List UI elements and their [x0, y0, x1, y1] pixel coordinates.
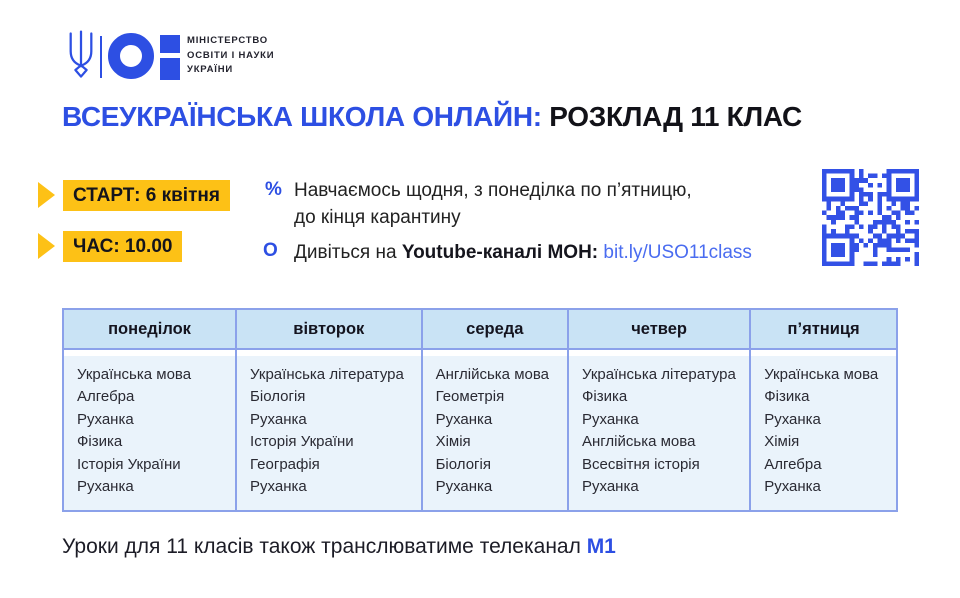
subject-item: Руханка [582, 478, 639, 496]
subject-item: Хімія [435, 433, 471, 451]
day-header: вівторок [237, 310, 421, 350]
ministry-name [187, 34, 274, 78]
subject-item: Геометрія [435, 388, 505, 406]
subject-item: Англійська мова [582, 433, 696, 451]
subject-item: Всесвітня історія [582, 455, 700, 473]
arrow-right-icon [38, 182, 55, 208]
day-header: середа [423, 310, 567, 350]
subject-item: Фізика [77, 433, 123, 451]
subject-list [751, 356, 896, 510]
footer-text: Уроки для 11 класів також транслюватиме телеканал [62, 535, 587, 558]
schedule-column-monday [64, 310, 237, 510]
schedule-column-thursday [569, 310, 751, 510]
trident-icon [66, 30, 96, 80]
subject-item: Хімія [764, 433, 800, 451]
youtube-link[interactable]: bit.ly/USO11class [603, 242, 752, 263]
ministry-line: МІНІСТЕРСТВО [187, 35, 268, 46]
day-header: п’ятниця [751, 310, 896, 350]
subject-item: Алгебра [764, 455, 822, 473]
arrow-right-icon [38, 233, 55, 259]
subject-item: Фізика [764, 388, 810, 406]
youtube-channel-label: Youtube-каналі МОН: [401, 242, 604, 263]
schedule-column-friday [751, 310, 896, 510]
subject-item: Руханка [435, 478, 493, 496]
brand-divider [100, 36, 102, 78]
schedule-column-tuesday [237, 310, 423, 510]
schedule-table [62, 308, 898, 512]
subject-list [423, 356, 567, 510]
title-rest: РОЗКЛАД 11 КЛАС [549, 101, 802, 132]
subject-item: Історія України [77, 455, 181, 473]
note-youtube [294, 239, 752, 266]
mon-logo-square-top-icon [160, 35, 180, 53]
note-daily-schedule [294, 177, 692, 231]
note-prefix: Дивіться на [294, 242, 402, 263]
mon-logo-ring-icon [108, 33, 154, 79]
subject-item: Українська мова [764, 366, 879, 383]
time-badge: ЧАС: 10.00 [63, 231, 182, 262]
subject-item: Алгебра [77, 388, 135, 406]
note-line: до кінця карантину [294, 207, 461, 228]
subject-item: Історія України [250, 433, 354, 451]
subject-item: Руханка [764, 478, 821, 496]
subject-list [237, 356, 421, 510]
schedule-column-wednesday [423, 310, 569, 510]
subject-list [569, 356, 749, 510]
subject-item: Українська література [250, 366, 404, 383]
ministry-line: ОСВІТИ І НАУКИ [187, 49, 275, 61]
mon-logo-square-bottom-icon [160, 58, 180, 80]
subject-item: Біологія [250, 388, 306, 406]
qr-code [822, 169, 919, 266]
subject-item: Англійська мова [435, 366, 549, 383]
day-header: понеділок [64, 310, 235, 350]
subject-item: Фізика [582, 388, 628, 406]
subject-item: Українська мова [77, 366, 192, 383]
subject-item: Руханка [582, 410, 639, 428]
subject-item: Біологія [435, 455, 491, 473]
circle-bullet-icon: O [263, 240, 278, 261]
footer-note [62, 535, 616, 559]
note-line: Навчаємось щодня, з понеділка по п’ятницю, [294, 180, 692, 201]
start-date-badge: СТАРТ: 6 квітня [63, 180, 230, 211]
title-highlight: ВСЕУКРАЇНСЬКА ШКОЛА ОНЛАЙН: [62, 101, 550, 132]
subject-item: Руханка [250, 410, 307, 428]
page-title [62, 101, 802, 133]
subject-item: Руханка [764, 410, 821, 428]
subject-list [64, 356, 235, 510]
tv-channel: М1 [586, 535, 616, 558]
subject-item: Руханка [77, 410, 134, 428]
subject-item: Українська література [582, 366, 736, 383]
ministry-line: УКРАЇНИ [187, 64, 233, 75]
subject-item: Руханка [250, 478, 307, 496]
subject-item: Руханка [435, 410, 493, 428]
subject-item: Географія [250, 455, 320, 473]
subject-item: Руханка [77, 478, 134, 496]
percent-bullet-icon: % [265, 179, 282, 200]
day-header: четвер [569, 310, 749, 350]
